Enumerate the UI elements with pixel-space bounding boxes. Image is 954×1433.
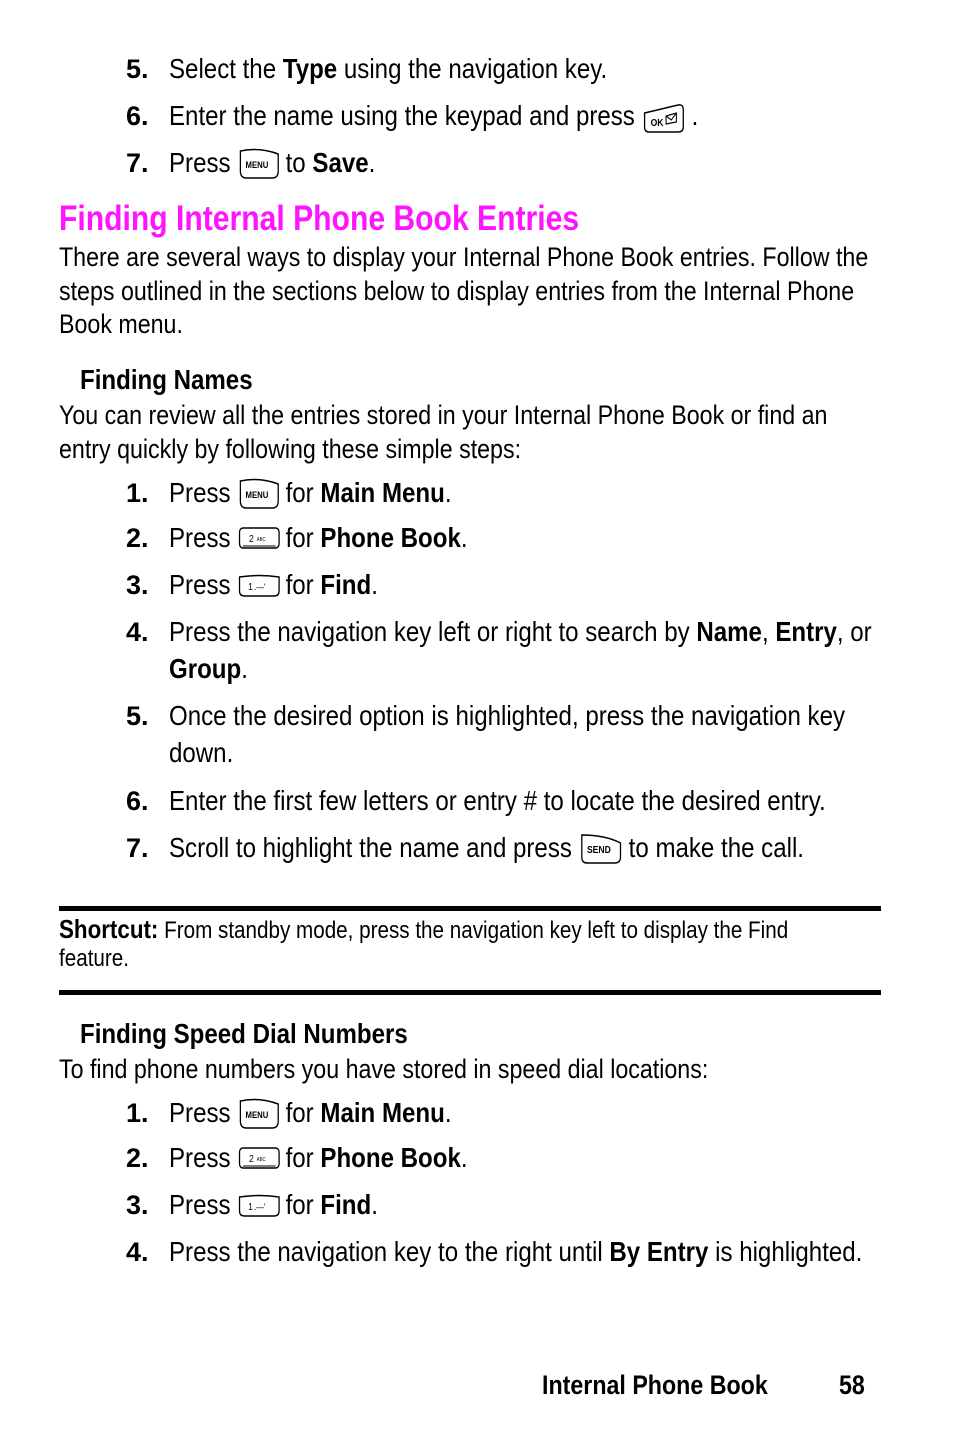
step-text: Press the navigation key to the right until <box>169 1236 610 1267</box>
step-text: Press <box>169 477 231 508</box>
shortcut-text: feature. <box>59 945 129 972</box>
step-text: for <box>285 1189 321 1220</box>
step-text: . <box>241 653 248 684</box>
step-number: 6. <box>126 101 149 131</box>
svg-text:MENU: MENU <box>245 1109 268 1120</box>
speed-dial-intro <box>59 1053 814 1087</box>
intro-line: Book menu. <box>59 309 183 339</box>
step-text: for <box>285 569 321 600</box>
step-text: . <box>691 100 699 131</box>
shortcut-text: From standby mode, press the navigation key left to display the Find <box>158 917 789 944</box>
step-text: for <box>285 522 321 553</box>
step-text: Press <box>169 1097 231 1128</box>
shortcut-top-rule <box>59 906 881 911</box>
svg-text:MENU: MENU <box>245 159 268 170</box>
step-bold: Phone Book <box>320 522 461 553</box>
finding-names-heading: Finding Names <box>80 364 253 395</box>
step-text: . <box>460 522 468 553</box>
step-number: 5. <box>126 54 149 84</box>
finding-names-intro <box>59 399 953 466</box>
step-number: 7. <box>126 148 149 178</box>
intro-line: You can review all the entries stored in your Internal Phone Book or find an <box>59 400 828 430</box>
step-number: 7. <box>126 833 149 863</box>
step-bold: Find <box>320 569 372 600</box>
section-intro <box>59 241 954 342</box>
step-number: 4. <box>126 617 149 647</box>
step-text: Select the <box>169 53 283 84</box>
step-number: 2. <box>126 523 149 553</box>
step-bold: Name <box>696 616 762 647</box>
svg-text:ABC: ABC <box>256 536 266 542</box>
step-text: Enter the name using the keypad and press <box>169 100 635 131</box>
section-title: Finding Internal Phone Book Entries <box>59 199 580 238</box>
two-key-icon <box>237 525 280 551</box>
svg-text:2: 2 <box>248 533 254 544</box>
step-text: for <box>285 1142 321 1173</box>
svg-text:ABC: ABC <box>256 1156 266 1162</box>
one-key-icon <box>237 571 280 599</box>
step-text: to make the call. <box>628 832 805 863</box>
step-number: 5. <box>126 701 149 731</box>
step-text: Press <box>169 522 231 553</box>
step-number: 3. <box>126 1190 149 1220</box>
step-number: 6. <box>126 786 149 816</box>
step-text: to <box>285 147 313 178</box>
ok-key-icon <box>642 101 687 131</box>
shortcut-note <box>59 915 907 973</box>
step-text: . <box>368 147 376 178</box>
step-text: Press <box>169 1189 231 1220</box>
step-bold: Main Menu <box>320 477 445 508</box>
step-number: 3. <box>126 570 149 600</box>
menu-key-icon <box>237 1095 280 1131</box>
step-text: Press the navigation key left or right to search by <box>169 616 697 647</box>
step-bold: Entry <box>775 616 837 647</box>
speed-dial-heading: Finding Speed Dial Numbers <box>80 1018 408 1049</box>
step-text: Press <box>169 1142 231 1173</box>
step-text: . <box>371 1189 378 1220</box>
svg-text:1: 1 <box>247 581 253 592</box>
footer-section-name: Internal Phone Book <box>542 1370 768 1400</box>
step-number: 4. <box>126 1237 149 1267</box>
shortcut-label: Shortcut: <box>59 914 159 944</box>
step-number: 2. <box>126 1143 149 1173</box>
step-text: Enter the first few letters or entry # to locate the desired entry. <box>169 785 826 816</box>
step-text: , <box>761 616 776 647</box>
step-bold: Save <box>312 147 369 178</box>
intro-line: To find phone numbers you have stored in speed dial locations: <box>59 1054 709 1084</box>
intro-line: steps outlined in the sections below to display entries from the Internal Phone <box>59 275 855 306</box>
step-number: 1. <box>126 478 149 508</box>
step-bold: By Entry <box>609 1236 709 1267</box>
intro-line: entry quickly by following these simple steps: <box>59 433 522 464</box>
step-text: for <box>285 1097 321 1128</box>
step-text: Press <box>169 569 231 600</box>
svg-text:.—': .—' <box>253 581 266 592</box>
svg-text:.—': .—' <box>253 1201 266 1212</box>
step-bold: Type <box>282 53 338 84</box>
step-text: . <box>371 569 378 600</box>
step-text: . <box>460 1142 468 1173</box>
step-text: , or <box>836 616 872 647</box>
step-text: for <box>285 477 321 508</box>
step-bold: Main Menu <box>320 1097 445 1128</box>
step-text: is highlighted. <box>708 1236 863 1267</box>
svg-text:2: 2 <box>248 1153 254 1164</box>
one-key-icon <box>237 1191 280 1219</box>
step-text: Scroll to highlight the name and press <box>169 832 572 863</box>
menu-key-icon <box>237 475 280 511</box>
shortcut-bottom-rule <box>59 990 881 995</box>
send-key-icon <box>579 831 624 865</box>
step-text: . <box>444 477 452 508</box>
svg-text:MENU: MENU <box>245 489 268 500</box>
page-number: 58 <box>839 1370 865 1400</box>
svg-text:1: 1 <box>247 1201 253 1212</box>
step-text: . <box>444 1097 452 1128</box>
intro-line: There are several ways to display your Internal Phone Book entries. Follow the <box>59 242 869 272</box>
step-bold: Find <box>320 1189 372 1220</box>
svg-text:OK: OK <box>650 117 664 128</box>
step-number: 1. <box>126 1098 149 1128</box>
svg-text:SEND: SEND <box>586 844 611 855</box>
step-bold: Phone Book <box>320 1142 461 1173</box>
step-text: Once the desired option is highlighted, press the navigation key <box>169 700 846 731</box>
step-text: using the navigation key. <box>337 53 608 84</box>
two-key-icon <box>237 1145 280 1171</box>
step-text: down. <box>169 737 234 768</box>
step-text: Press <box>169 147 231 178</box>
step-bold: Group <box>169 653 242 684</box>
menu-key-icon <box>237 145 280 181</box>
